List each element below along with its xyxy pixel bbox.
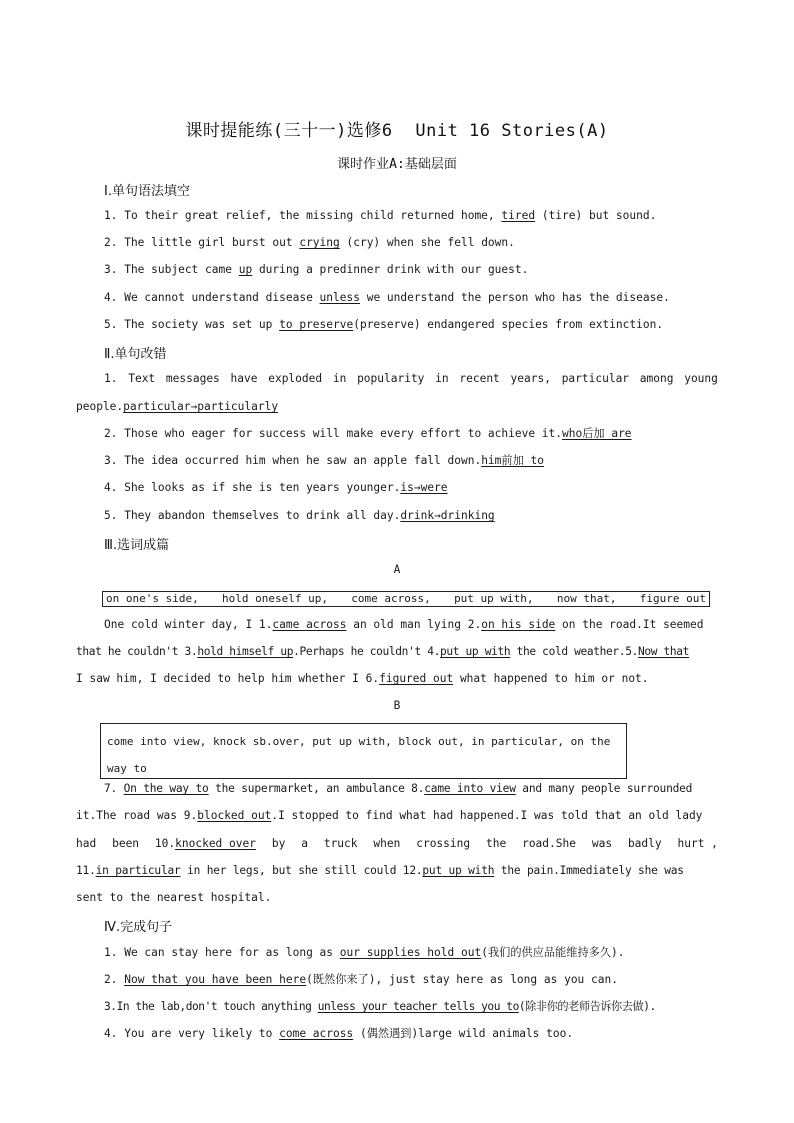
answer: unless: [319, 291, 360, 304]
item-text: 1. We can stay here for as long as: [104, 946, 340, 959]
sentence-item-4: [104, 1025, 573, 1043]
word: the: [485, 837, 507, 850]
item-text: 3. The subject came: [104, 263, 239, 276]
answer: to preserve: [279, 318, 354, 331]
answer: put up with: [440, 645, 511, 658]
item-text: and many people surrounded: [515, 782, 693, 795]
word: been: [112, 837, 140, 850]
correction-item-1-line2: [76, 398, 278, 416]
item-text: 4. We cannot understand disease: [104, 291, 320, 304]
word: 1.: [104, 372, 118, 385]
word: by: [271, 837, 286, 850]
item-text: 4. You are very likely to: [104, 1027, 280, 1040]
grammar-item-3: [104, 261, 528, 279]
item-text: 2. Those who eager for success will make every effort to achieve it.: [104, 427, 563, 440]
word: recent: [459, 372, 500, 385]
word: road.She: [522, 837, 576, 850]
word-option: hold oneself up,: [222, 592, 328, 605]
word-box-a: [102, 591, 710, 607]
item-text: (除非你的老师告诉你去做).: [518, 1000, 656, 1013]
section-heading-correction: Ⅱ.单句改错: [104, 347, 167, 362]
word-box-b: [100, 723, 627, 779]
sentence-item-3: [104, 998, 656, 1016]
item-text: 3. The idea occurred him when he saw an apple fall down.: [104, 454, 482, 467]
item-text: (preserve) endangered species from extinction.: [353, 318, 664, 331]
passage-b-label: B: [393, 699, 401, 712]
section-heading-grammar: Ⅰ.单句语法填空: [104, 184, 190, 199]
correction-item-4: [104, 479, 448, 497]
answer: who后加 are: [562, 427, 632, 440]
word-option: on one's side,: [106, 592, 199, 605]
answer: particular→particularly: [123, 400, 279, 413]
item-text: what happened to him or not.: [453, 672, 649, 685]
answer: him前加 to: [481, 454, 544, 467]
blank-number: 10.: [154, 837, 176, 850]
word: messages: [165, 372, 220, 385]
item-text: 3.In the lab,don't touch anything: [104, 1000, 318, 1013]
item-text: it.The road was 9.: [76, 809, 198, 822]
section-heading-sentences: Ⅳ.完成句子: [104, 920, 173, 935]
correction-item-5: [104, 507, 495, 525]
item-text: 7.: [104, 782, 124, 795]
grammar-item-2: [104, 234, 515, 252]
word: had: [76, 837, 97, 850]
item-text: .Perhaps he couldn't 4.: [293, 645, 440, 658]
answer: drink→drinking: [400, 509, 495, 522]
passage-b-line-4: [76, 862, 684, 880]
word: truck: [323, 837, 358, 850]
grammar-item-1: [104, 207, 656, 225]
item-text: 5. They abandon themselves to drink all day.: [104, 509, 401, 522]
item-text: (我们的供应品能维持多久).: [481, 946, 625, 959]
word: popularity: [357, 372, 425, 385]
answer: came across: [272, 618, 347, 631]
correction-item-2: [104, 425, 632, 443]
item-text: on the road.It seemed: [555, 618, 704, 631]
item-text: (cry) when she fell down.: [339, 236, 515, 249]
word-option: come across,: [351, 592, 431, 605]
word: particular: [561, 372, 630, 385]
word: in: [332, 372, 347, 385]
item-text: .I stopped to find what had happened.I was told that an old lady: [271, 809, 703, 822]
word-options-line: way to: [107, 762, 147, 775]
item-text: during a predinner drink with our guest.: [252, 263, 529, 276]
answer: Now that: [637, 645, 690, 658]
word-option: now that,: [556, 592, 617, 605]
word-option: figure out: [639, 592, 706, 605]
answer: came into view: [424, 782, 516, 795]
sentence-item-1: [104, 944, 624, 962]
word: exploded: [268, 372, 323, 385]
answer: up: [238, 263, 253, 276]
numbered-blank-10: [155, 835, 256, 853]
item-text: 1. To their great relief, the missing child returned home,: [104, 209, 502, 222]
section-heading-passage: Ⅲ.选词成篇: [104, 538, 170, 553]
passage-a-line-2: [76, 643, 689, 661]
word: crossing: [416, 837, 471, 850]
item-text: One cold winter day, I 1.: [104, 618, 273, 631]
item-text: (tire) but sound.: [535, 209, 657, 222]
title-unit: Unit 16 Stories(A): [415, 121, 609, 141]
word-options-line: come into view, knock sb.over, put up with, block out, in particular, on the: [107, 735, 611, 748]
answer: crying: [299, 236, 340, 249]
word-option: put up with,: [454, 592, 534, 605]
item-text: we understand the person who has the disease.: [359, 291, 670, 304]
answer: knocked over: [175, 837, 256, 850]
passage-a-line-1: [104, 616, 703, 634]
item-text: 11.: [76, 864, 96, 877]
passage-a-label: A: [393, 563, 401, 576]
page-title: [0, 116, 794, 141]
word: was: [591, 837, 613, 850]
item-text: (既然你来了), just stay here as long as you can.: [306, 973, 618, 986]
answer: unless your teacher tells you to: [317, 1000, 519, 1013]
answer: is→were: [400, 481, 448, 494]
answer: come across: [279, 1027, 354, 1040]
word: Text: [128, 372, 156, 385]
answer: blocked out: [197, 809, 272, 822]
word: a: [301, 837, 308, 850]
answer: our supplies hold out: [339, 946, 482, 959]
word: when: [373, 837, 401, 850]
item-text: the cold weather.5.: [510, 645, 638, 658]
title-main: 课时提能练(三十一)选修6: [185, 121, 393, 141]
item-text: (偶然遇到)large wild animals too.: [353, 1027, 574, 1040]
page-subtitle: 课时作业A:基础层面: [337, 157, 457, 172]
item-text: 2.: [104, 973, 125, 986]
item-text: in her legs, but she still could 12.: [180, 864, 423, 877]
grammar-item-4: [104, 289, 670, 307]
item-text: an old man lying 2.: [346, 618, 482, 631]
word: hurt ,: [677, 837, 718, 850]
answer: on his side: [481, 618, 556, 631]
word: badly: [627, 837, 662, 850]
correction-item-1-line1: [104, 370, 718, 388]
passage-a-line-3: [76, 670, 649, 688]
word: have: [230, 372, 258, 385]
answer: in particular: [95, 864, 181, 877]
word: in: [435, 372, 449, 385]
answer: tired: [501, 209, 536, 222]
passage-b-line-5: sent to the nearest hospital.: [76, 891, 272, 904]
word: among: [639, 372, 674, 385]
item-text: 2. The little girl burst out: [104, 236, 300, 249]
item-text: people.: [76, 400, 124, 413]
sentence-item-2: [104, 971, 618, 989]
answer: hold himself up: [197, 645, 294, 658]
word: young: [684, 372, 718, 385]
word: years,: [510, 372, 551, 385]
item-text: the supermarket, an ambulance 8.: [208, 782, 425, 795]
correction-item-3: [104, 452, 544, 470]
item-text: 5. The society was set up: [104, 318, 280, 331]
item-text: I saw him, I decided to help him whether I 6.: [76, 672, 380, 685]
passage-b-line-1: [104, 780, 692, 798]
item-text: 4. She looks as if she is ten years younger.: [104, 481, 401, 494]
answer: On the way to: [123, 782, 209, 795]
grammar-item-5: [104, 316, 663, 334]
passage-b-line-3: [76, 835, 718, 853]
answer: figured out: [379, 672, 454, 685]
item-text: that he couldn't 3.: [76, 645, 198, 658]
item-text: the pain.Immediately she was: [494, 864, 684, 877]
answer: Now that you have been here: [124, 973, 307, 986]
passage-b-line-2: [76, 807, 702, 825]
answer: put up with: [422, 864, 495, 877]
